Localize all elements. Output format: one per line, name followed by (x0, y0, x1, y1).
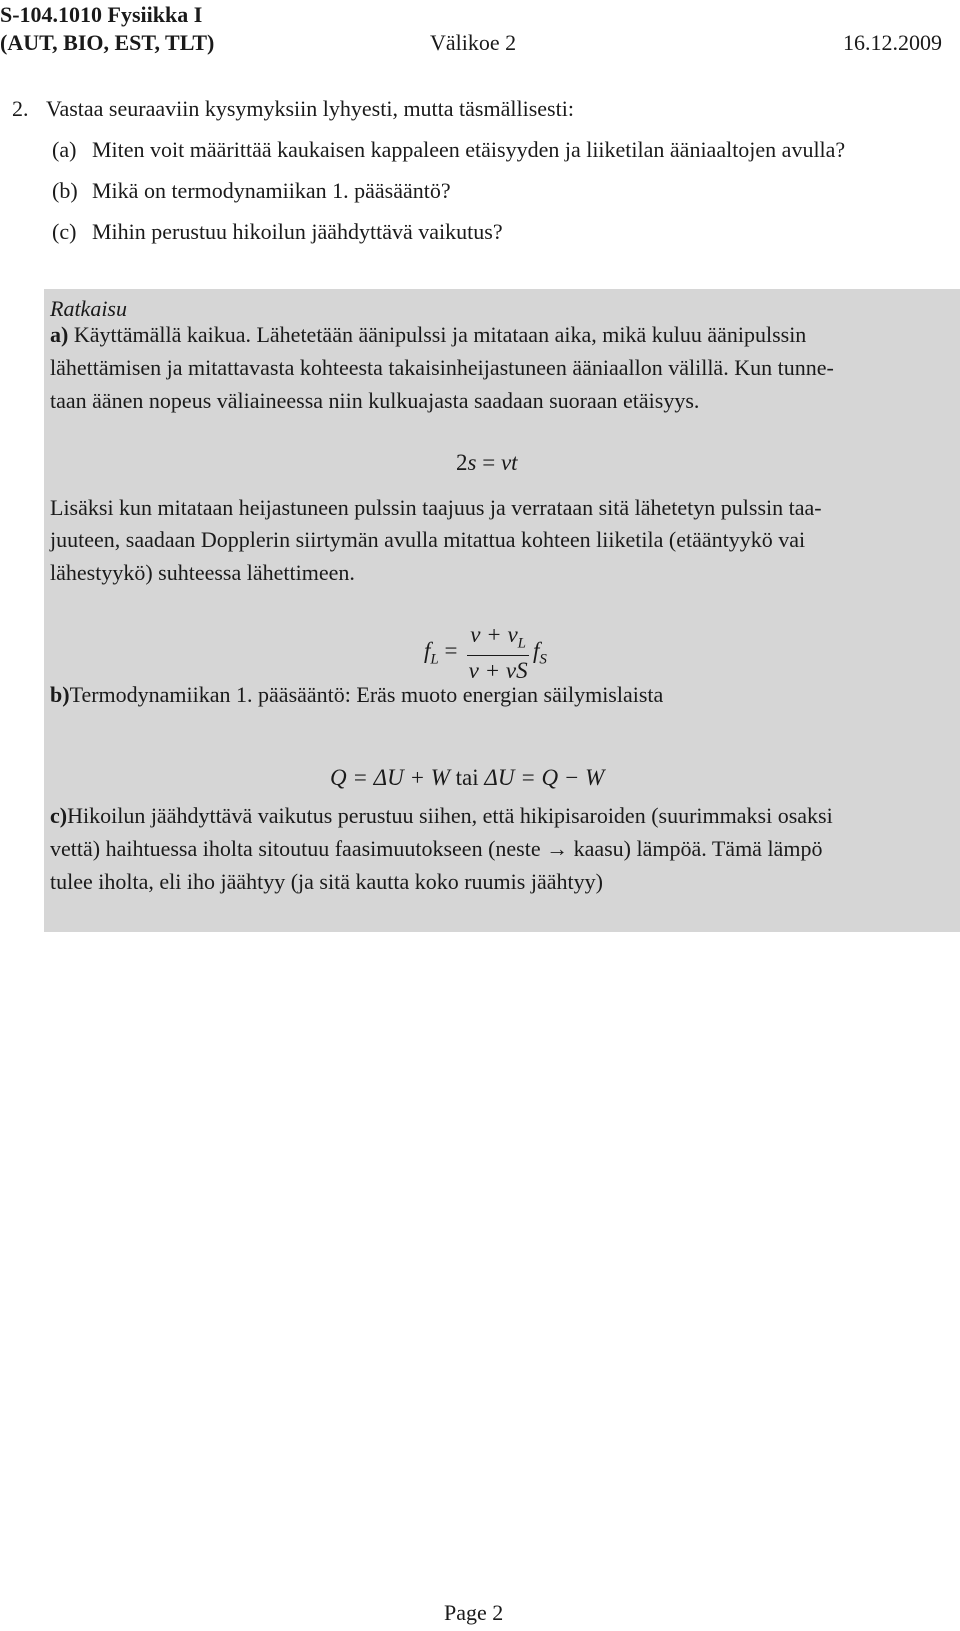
part-label: (a) (52, 137, 77, 162)
echo-equation (456, 450, 518, 476)
solution-a-line-3: taan äänen nopeus väliaineessa niin kulkuajasta saadaan suoraan etäisyys. (50, 388, 700, 413)
exam-name: Välikoe 2 (430, 30, 517, 55)
doppler-equation (424, 622, 547, 684)
first-law-equation (330, 765, 604, 791)
course-title: S-104.1010 Fysiikka I (0, 2, 203, 27)
doppler-num-sub: L (517, 635, 526, 652)
eq-sign: = (476, 450, 501, 475)
solution-a-line-1 (50, 322, 806, 348)
question-part-a (52, 137, 845, 163)
part-label: (c) (52, 219, 77, 244)
solution-box (44, 289, 960, 932)
solution-a-line-5: juuteen, saadaan Dopplerin siirtymän avulla mitattua kohteen liiketila (etääntyykö vai (50, 527, 806, 552)
question-prompt (12, 96, 574, 122)
first-law-connector: tai (449, 765, 485, 790)
doppler-numerator (467, 622, 529, 656)
eq-coef: 2 (456, 450, 468, 475)
doppler-num-text: v + v (470, 622, 518, 647)
doppler-fraction (467, 622, 529, 684)
doppler-denominator: v + vS (468, 657, 528, 683)
doppler-eq-sign: = (438, 638, 464, 664)
question-part-c (52, 219, 503, 245)
solution-a-line-6: lähestyykö) suhteessa lähettimeen. (50, 560, 355, 585)
solution-c-label: c) (50, 803, 68, 828)
doppler-lhs-sub: L (430, 651, 439, 668)
question-part-b (52, 178, 451, 204)
eq-var: s (467, 450, 477, 475)
solution-c-text-1: Hikoilun jäähdyttävä vaikutus perustuu siihen, että hikipisaroiden (suurimmaksi osaksi (67, 803, 833, 828)
doppler-rhs: f (533, 638, 540, 664)
part-label: (b) (52, 178, 78, 203)
solution-c-line-3: tulee iholta, eli iho jäähtyy (ja sitä kautta koko ruumis jäähtyy) (50, 869, 603, 894)
part-text: Mikä on termodynamiikan 1. pääsääntö? (92, 178, 451, 203)
solution-a-label: a) (50, 322, 69, 347)
solution-b-line (50, 682, 663, 708)
part-text: Mihin perustuu hikoilun jäähdyttävä vaikutus? (92, 219, 503, 244)
doppler-rhs-sub: S (539, 651, 547, 668)
solution-c-line-1 (50, 803, 833, 829)
solution-b-label: b) (50, 682, 70, 707)
doppler-lhs: f (424, 638, 431, 664)
first-law-right: ΔU = Q − W (484, 765, 605, 790)
question-number: 2. (12, 96, 29, 121)
solution-heading: Ratkaisu (50, 296, 127, 321)
first-law-left: Q = ΔU + W (330, 765, 450, 790)
part-text: Miten voit määrittää kaukaisen kappaleen etäisyyden ja liiketilan ääniaaltojen avulla? (92, 137, 846, 162)
solution-a-line-2: lähettämisen ja mitattavasta kohteesta takaisinheijastuneen ääniaallon välillä. Kun tunne- (50, 355, 834, 380)
exam-date: 16.12.2009 (843, 30, 942, 55)
solution-a-text-1: Käyttämällä kaikua. Lähetetään äänipulssi ja mitataan aika, mikä kuluu äänipulssin (73, 322, 807, 347)
solution-b-text: Termodynamiikan 1. pääsääntö: Eräs muoto energian säilymislaista (69, 682, 664, 707)
solution-a-line-4: Lisäksi kun mitataan heijastuneen pulssin taajuus ja verrataan sitä lähetetyn pulssin taa- (50, 495, 822, 520)
solution-c-line-2: vettä) haihtuessa iholta sitoutuu faasimuutokseen (neste → kaasu) lämpöä. Tämä lämpö (50, 836, 823, 861)
question-prompt-text: Vastaa seuraaviin kysymyksiin lyhyesti, mutta täsmällisesti: (46, 96, 574, 121)
eq-rhs: vt (500, 450, 518, 475)
page-number: Page 2 (444, 1600, 504, 1625)
course-programs: (AUT, BIO, EST, TLT) (0, 30, 215, 55)
